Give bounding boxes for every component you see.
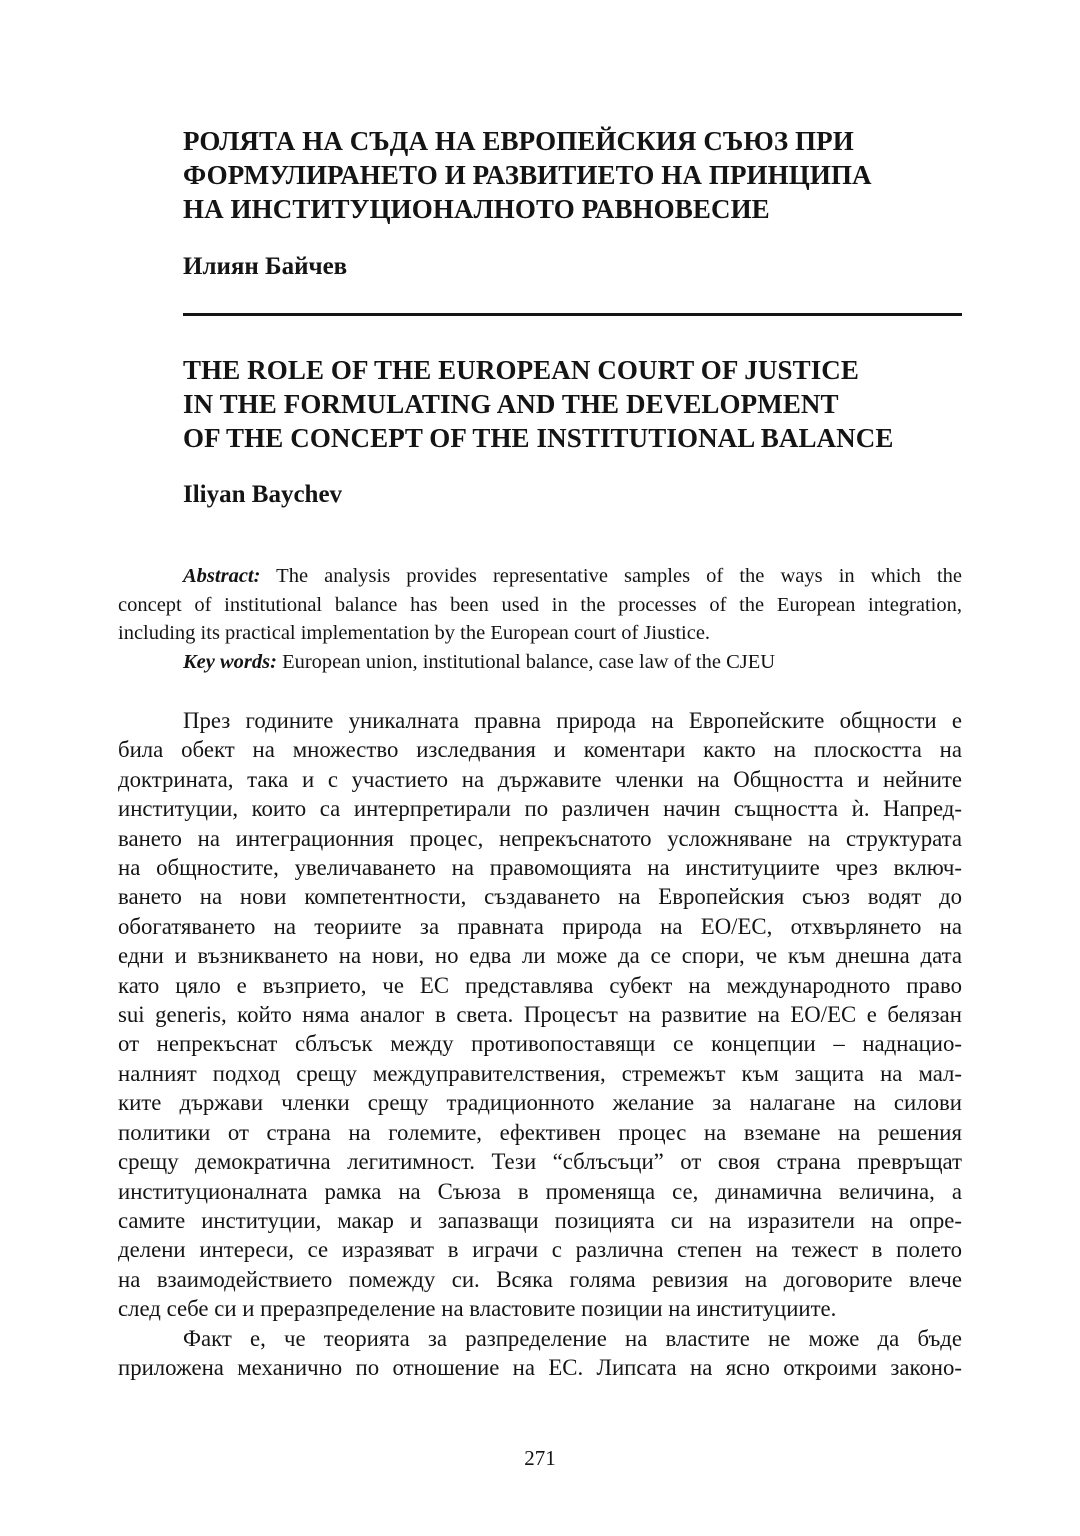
body-line: налният подход срещу междуправителствения, стремежът към защита на мал- bbox=[118, 1060, 962, 1086]
body-line: политики от страна на големите, ефективен процес на вземане на решения bbox=[118, 1119, 962, 1145]
body-line: sui generis, който няма аналог в света. Процесът на развитие на ЕО/ЕС е белязан bbox=[118, 1002, 962, 1028]
keywords-line bbox=[118, 648, 962, 677]
abstract-line: concept of institutional balance has been used in the processes of the European integration, bbox=[118, 593, 962, 616]
body-line: на общностите, увеличаването на правомощията на институциите чрез включ- bbox=[118, 855, 962, 881]
body-line: обогатяването на теориите за правната природа на ЕО/ЕС, отхвърлянето на bbox=[118, 913, 962, 939]
abstract-label: Abstract: bbox=[183, 565, 261, 587]
keywords-label: Key words: bbox=[183, 650, 277, 673]
body-line: била обект на множество изследвания и коментари както на плоскостта на bbox=[118, 737, 962, 763]
body-line: на взаимодействието помежду си. Всяка голяма ревизия на договорите влече bbox=[118, 1266, 962, 1292]
body-line: след себе си и преразпределение на властовите позиции на институциите. bbox=[118, 1296, 837, 1322]
english-title-line: THE ROLE OF THE EUROPEAN COURT OF JUSTICE bbox=[183, 355, 860, 385]
body-line: институционалната рамка на Съюза в променяща се, динамична величина, а bbox=[118, 1178, 962, 1204]
section-divider bbox=[183, 313, 962, 316]
body-line: самите институции, макар и запазващи позицията си на изразители на опре- bbox=[118, 1207, 962, 1233]
english-title-line: IN THE FORMULATING AND THE DEVELOPMENT bbox=[183, 389, 839, 419]
english-author: Iliyan Baychev bbox=[183, 481, 343, 508]
body-line: като цяло е възприето, че ЕС представлява субект на международното право bbox=[118, 972, 962, 998]
body-line: доктрината, така и с участието на държавите членки на Общността и нейните bbox=[118, 766, 962, 792]
body-line: ките държави членки срещу традиционното желание за налагане на силови bbox=[118, 1090, 962, 1116]
body-line: ването на нови компетентности, създаването на Европейския съюз водят до bbox=[118, 884, 962, 910]
bulgarian-title-line: РОЛЯТА НА СЪДА НА ЕВРОПЕЙСКИЯ СЪЮЗ ПРИ bbox=[183, 126, 854, 156]
keywords-text: European union, institutional balance, case law of the CJEU bbox=[276, 650, 776, 673]
bulgarian-title-line: ФОРМУЛИРАНЕТО И РАЗВИТИЕТО НА ПРИНЦИПА bbox=[183, 160, 872, 190]
english-title bbox=[183, 353, 983, 455]
abstract-line bbox=[118, 562, 962, 591]
body-line: от непрекъснат сблъсък между противопоставящи се концепции – наднацио- bbox=[118, 1031, 962, 1057]
bulgarian-author: Илиян Байчев bbox=[183, 253, 348, 280]
english-title-line: OF THE CONCEPT OF THE INSTITUTIONAL BALANCE bbox=[183, 423, 894, 453]
body-line: едни и възникването на нови, но едва ли може да се спори, че към днешна дата bbox=[118, 943, 962, 969]
abstract-line: including its practical implementation by the European court of Jiustice. bbox=[118, 622, 711, 644]
body-line: срещу демократична легитимност. Тези “сблъсъци” от своя страна превръщат bbox=[118, 1149, 962, 1175]
bulgarian-title-line: НА ИНСТИТУЦИОНАЛНОТО РАВНОВЕСИЕ bbox=[183, 194, 770, 224]
body-line: делени интереси, се изразяват в играчи с различна степен на тежест в полето bbox=[118, 1237, 962, 1263]
body-line: ването на интеграционния процес, непрекъснатото усложняване на структурата bbox=[118, 825, 962, 851]
page-number: 271 bbox=[524, 1446, 556, 1470]
abstract bbox=[118, 562, 962, 676]
body-line: През годините уникалната правна природа на Европейските общности е bbox=[183, 708, 962, 733]
abstract-text: The analysis provides representative samples of the ways in which the bbox=[260, 565, 962, 587]
body-text bbox=[118, 706, 962, 1382]
body-line: институции, които са интерпретирали по различен начин същността ѝ. Напред- bbox=[118, 796, 962, 822]
bulgarian-title bbox=[183, 124, 983, 226]
body-line: Факт е, че теорията за разпределение на властите не може да бъде bbox=[183, 1325, 962, 1351]
body-line: приложена механично по отношение на ЕС. Липсата на ясно откроими законо- bbox=[118, 1354, 962, 1380]
